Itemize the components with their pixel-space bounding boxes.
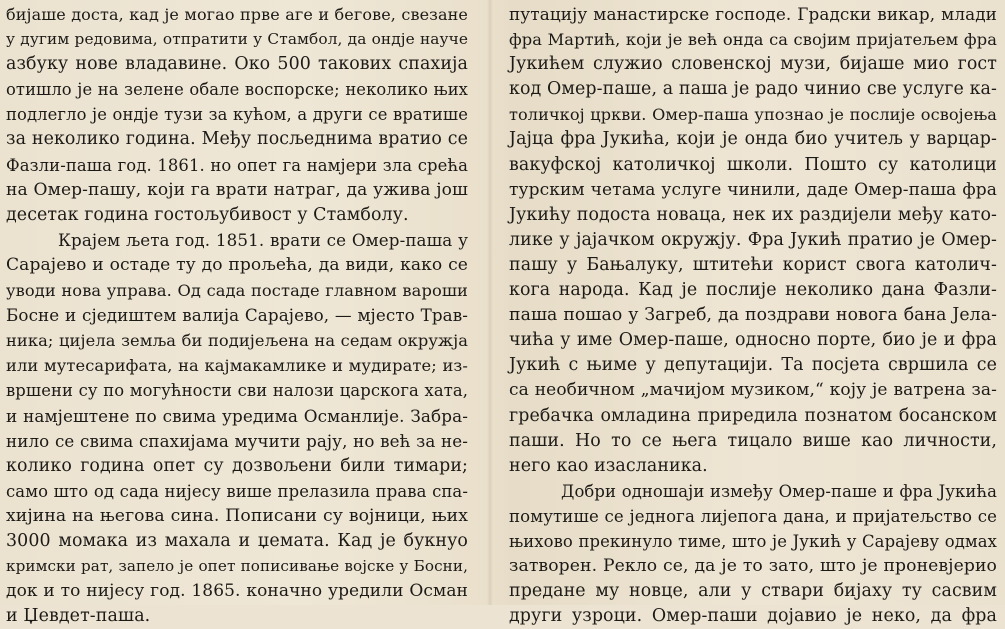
text-line: Јукић с њиме у депутацији. Та посјета свршила се [509,355,997,376]
text-line: док и то нијесу год. 1865. коначно уредили Осман [6,581,468,602]
text-line: на Омер-пашу, који га врати натраг, да ужива још [6,179,468,200]
text-line: паша пошао у Загреб, да поздрави новога бана Јела- [509,305,997,326]
text-line: други узроци. Омер-паши дојавио је неко, да фра [509,606,997,627]
text-line: пашу у Бањалуку, штитећи корист свога католич- [509,254,997,275]
text-line: кога народа. Кад је послије неколико дана Фазли- [509,280,997,301]
text-line: помутише се једнога лијепога дана, и пријатељство се [509,506,997,526]
text-line: паши. Но то се њега тицало више као личности, [509,430,997,451]
text-line: са необичном „мачијом музиком,“ коју је ватрена за- [509,380,997,401]
text-line: фра Мартић, који је већ онда са својим пријатељем фра [509,30,997,50]
text-line: Јукићу подоста новаца, нек их раздијели међу като- [509,204,997,225]
text-line: затворен. Рекло се, да је то зато, што је проневјерио [509,556,997,577]
text-line: кримски рат, запело је опет пописивање војске у Босни, [6,557,468,576]
text-line: бијаше доста, кад је могао прве аге и бегове, свезане [6,5,468,24]
text-line: турским четама услуге чинили, даде Омер-паша фра [509,179,997,200]
text-line: Јајца фра Јукића, који је онда био учитељ у варцар- [509,129,997,150]
text-line: вакуфској католичкој школи. Пошто су католици [509,154,997,175]
text-line: 3000 момака из махала и џемата. Кад је букнуо [6,530,468,551]
text-line: Босне и сједиштем валија Сарајево, — мјесто Трав- [6,305,468,326]
text-line: и намјештене по свима уредима Османлије. Забра- [6,405,468,426]
left-column [6,2,468,627]
text-line: чића у име Омер-паше, односно порте, био је и фра [509,330,997,351]
paragraph-start-line: Крајем љета год. 1851. врати се Омер-паша у [58,229,468,250]
paragraph-end-line: него као изасланика. [509,455,708,476]
text-line: азбуку нове владавине. Око 500 такових спахија [6,54,468,75]
text-line: у дугим редовима, отпратити у Стамбол, да ондје науче [6,30,468,49]
text-line: гребачка омладина приредила познатом босанском [509,405,997,426]
text-line: Сарајево и остаде ту до прољећа, да види, како се [6,254,468,275]
text-line: или мутесарифата, на кајмакамлике и мудирате; из- [6,356,468,376]
text-line: само што од сада нијесу више прелазила права спа- [6,481,468,501]
text-line: нило се свима спахијама мучити рају, но већ за не- [6,430,468,451]
text-line: лике у јајачком окружју. Фра Јукић пратио је Омер- [509,229,997,250]
text-line: колико година опет су дозвољени били тимари; [6,455,468,476]
text-line: хијина на његова сина. Пописани су војници, њих [6,505,468,526]
text-line: код Омер-паше, а паша је радо чинио све услуге ка- [509,79,997,100]
paragraph-start-line: Добри одношаји између Омер-паше и фра Јукића [561,481,997,501]
text-line: предане му новце, али у ствари бијаху ту сасвим [509,581,997,602]
paragraph-end-line: и Џевдет-паша. [6,606,151,627]
text-line: толичкој цркви. Омер-паша упознао је послије освојења [509,105,997,125]
text-line: отишло је на зелене обале воспорске; неколико њих [6,80,468,100]
text-line: Јукићем служио словенској музи, бијаше мио гост [509,54,997,75]
text-line: Фазли-паша год. 1861. но опет га намјери зла срећа [6,155,468,175]
text-line: путацију манастирске господе. Градски викар, млади [509,4,997,24]
text-line: ника; цијела земља би подијељена на седам окружја [6,331,468,351]
right-column [509,2,997,627]
text-line: вршени су по могућности сви налози царскога хата, [6,381,468,401]
text-line: уводи нова управа. Од сада постаде главном вароши [6,281,468,301]
text-line: подлегло је ондје тузи за кућом, а други се вратише [6,105,468,125]
paragraph-end-line: десетак година гостољубивост у Стамболу. [6,204,409,225]
column-gutter [487,0,493,605]
text-line: њихово прекинуло тиме, што је Јукић у Сарајеву одмах [509,531,997,551]
text-line: за неколико година. Међу посљеднима вратио се [6,129,468,150]
